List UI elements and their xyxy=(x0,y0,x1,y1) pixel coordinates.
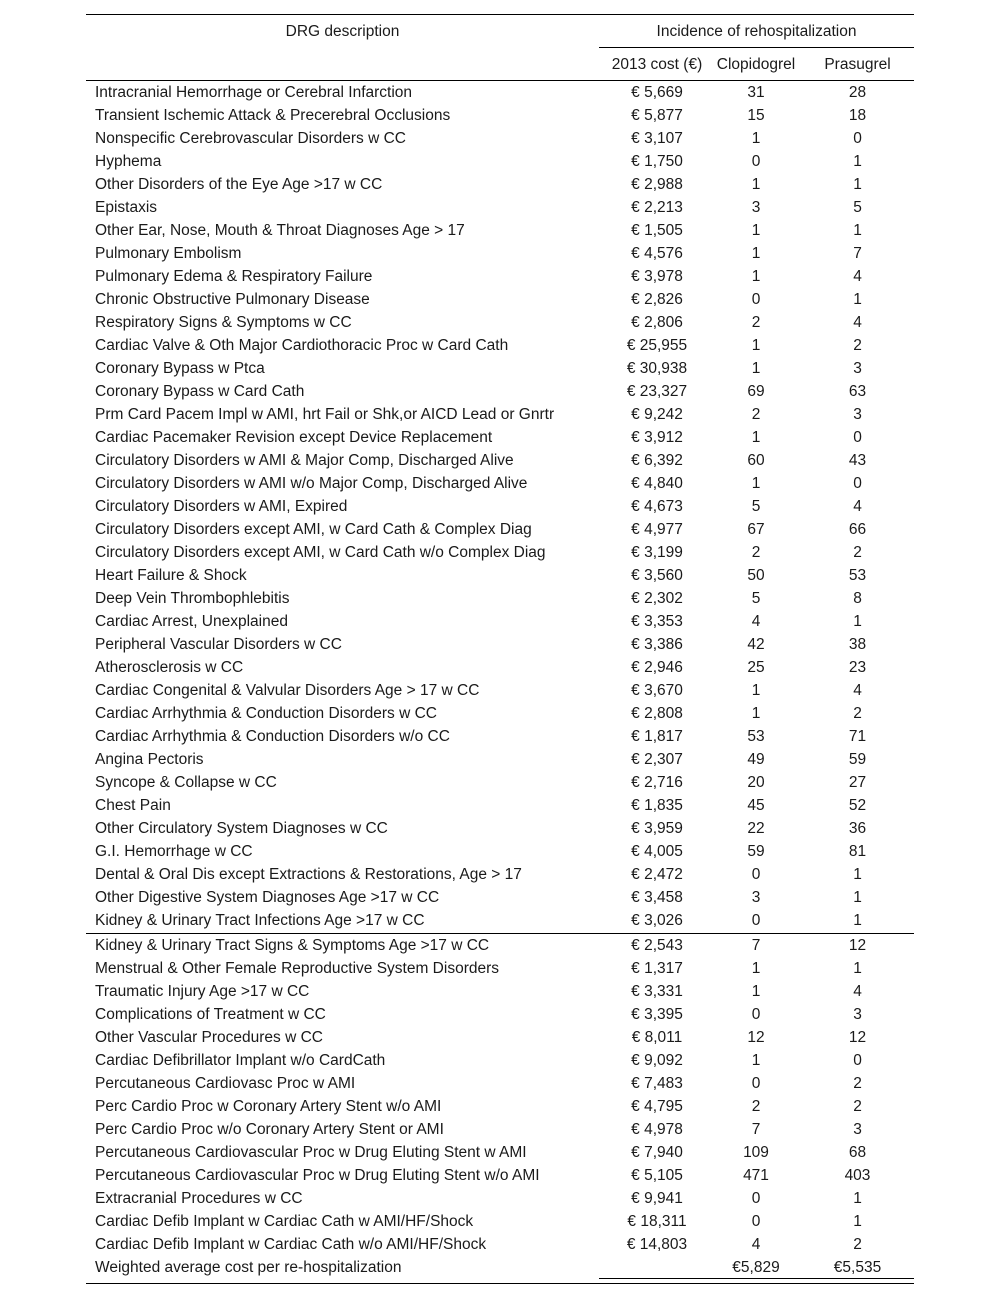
cost-cell: € 3,331 xyxy=(631,983,683,1000)
prasugrel-cell: 66 xyxy=(848,521,867,538)
prasugrel-cell: 1 xyxy=(853,889,862,906)
prasugrel-cell: 2 xyxy=(853,1236,862,1253)
drg-description-cell: Circulatory Disorders except AMI, w Card Cath & Complex Diag xyxy=(95,521,532,538)
table-row xyxy=(86,380,914,403)
prasugrel-cell: 38 xyxy=(848,636,867,653)
prasugrel-cell: 12 xyxy=(848,1029,867,1046)
table-row xyxy=(86,1141,914,1164)
table-row xyxy=(86,472,914,495)
clopidogrel-cell: 1 xyxy=(751,268,761,285)
table-row xyxy=(86,1072,914,1095)
prasugrel-cell: 2 xyxy=(853,544,862,561)
prasugrel-cell: 0 xyxy=(853,130,862,147)
prasugrel-cell: 4 xyxy=(853,682,862,699)
clopidogrel-cell: 53 xyxy=(747,728,765,745)
table-row xyxy=(86,909,914,932)
drg-description-cell: Percutaneous Cardiovascular Proc w Drug Eluting Stent w AMI xyxy=(95,1144,527,1161)
cost-cell: € 3,107 xyxy=(631,130,683,147)
cost-cell: € 1,505 xyxy=(631,222,683,239)
table-row xyxy=(86,679,914,702)
clopidogrel-cell: 45 xyxy=(747,797,765,814)
prasugrel-cell: 7 xyxy=(853,245,862,262)
drg-description-cell: Weighted average cost per re-hospitalization xyxy=(95,1259,402,1276)
table-row xyxy=(86,311,914,334)
page-break-rule xyxy=(86,933,914,934)
clopidogrel-cell: 12 xyxy=(747,1029,765,1046)
table-row xyxy=(86,242,914,265)
prasugrel-cell: 1 xyxy=(853,613,862,630)
table-row xyxy=(86,173,914,196)
cost-cell: € 3,458 xyxy=(631,889,683,906)
table-row xyxy=(86,840,914,863)
table-row xyxy=(86,150,914,173)
cost-cell: € 4,005 xyxy=(631,843,683,860)
prasugrel-cell: 3 xyxy=(853,1006,862,1023)
cost-cell: € 2,806 xyxy=(631,314,683,331)
drg-description-cell: Circulatory Disorders w AMI & Major Comp, Discharged Alive xyxy=(95,452,514,469)
clopidogrel-cell: 5 xyxy=(751,590,761,607)
drg-description-cell: Cardiac Pacemaker Revision except Device Replacement xyxy=(95,429,493,446)
drg-description-cell: Circulatory Disorders w AMI, Expired xyxy=(95,498,348,515)
drg-description-cell: Extracranial Procedures w CC xyxy=(95,1190,303,1207)
drg-description-cell: Epistaxis xyxy=(95,199,158,216)
clopidogrel-cell: 1 xyxy=(751,130,761,147)
table-row xyxy=(86,518,914,541)
table-row xyxy=(86,196,914,219)
prasugrel-cell: 12 xyxy=(848,937,867,954)
clopidogrel-cell: 1 xyxy=(751,360,761,377)
prasugrel-cell: 1 xyxy=(853,176,862,193)
clopidogrel-cell: 25 xyxy=(747,659,765,676)
prasugrel-cell: 8 xyxy=(853,590,862,607)
bottom-rule xyxy=(86,1283,914,1284)
cost-cell: € 5,669 xyxy=(631,84,683,101)
prasugrel-cell: 3 xyxy=(853,360,862,377)
cost-cell: € 2,826 xyxy=(631,291,683,308)
prasugrel-cell: 28 xyxy=(848,84,867,101)
drg-description-cell: G.I. Hemorrhage w CC xyxy=(95,843,253,860)
cost-cell: € 2,543 xyxy=(631,937,683,954)
prasugrel-cell: 0 xyxy=(853,1052,862,1069)
clopidogrel-cell: 0 xyxy=(751,291,761,308)
drg-description-cell: Cardiac Arrhythmia & Conduction Disorders w/o CC xyxy=(95,728,450,745)
drg-description-cell: Dental & Oral Dis except Extractions & Restorations, Age > 17 xyxy=(95,866,522,883)
cost-cell: € 3,978 xyxy=(631,268,683,285)
clopidogrel-cell: 0 xyxy=(751,1190,761,1207)
prasugrel-cell: 1 xyxy=(853,222,862,239)
cost-cell: € 9,941 xyxy=(631,1190,683,1207)
cost-cell: € 7,940 xyxy=(631,1144,683,1161)
drg-description-cell: Cardiac Arrhythmia & Conduction Disorders w CC xyxy=(95,705,437,722)
clopidogrel-cell: 60 xyxy=(747,452,765,469)
cost-cell: € 2,808 xyxy=(631,705,683,722)
clopidogrel-cell: 3 xyxy=(751,889,761,906)
clopidogrel-cell: 0 xyxy=(751,1006,761,1023)
clopidogrel-cell: 5 xyxy=(751,498,761,515)
table-row xyxy=(86,1210,914,1233)
clopidogrel-cell: 3 xyxy=(751,199,761,216)
clopidogrel-cell: 1 xyxy=(751,475,761,492)
clopidogrel-cell: 2 xyxy=(751,406,761,423)
clopidogrel-cell: 7 xyxy=(751,1121,761,1138)
drg-description-cell: Kidney & Urinary Tract Infections Age >17 w CC xyxy=(95,912,425,929)
drg-description-cell: Atherosclerosis w CC xyxy=(95,659,244,676)
clopidogrel-cell: €5,829 xyxy=(732,1259,780,1276)
prasugrel-cell: 27 xyxy=(848,774,867,791)
table-row xyxy=(86,957,914,980)
prasugrel-cell: 4 xyxy=(853,983,862,1000)
table-row xyxy=(86,288,914,311)
clopidogrel-cell: 2 xyxy=(751,314,761,331)
cost-cell: € 3,912 xyxy=(631,429,683,446)
clopidogrel-cell: 7 xyxy=(751,937,761,954)
clopidogrel-cell: 22 xyxy=(747,820,765,837)
cost-cell: € 2,472 xyxy=(631,866,683,883)
prasugrel-cell: 1 xyxy=(853,1213,862,1230)
clopidogrel-cell: 20 xyxy=(747,774,765,791)
drg-description-cell: Chronic Obstructive Pulmonary Disease xyxy=(95,291,370,308)
cost-cell: € 3,386 xyxy=(631,636,683,653)
cost-cell: € 7,483 xyxy=(631,1075,683,1092)
drg-description-cell: Chest Pain xyxy=(95,797,171,814)
drg-description-cell: Syncope & Collapse w CC xyxy=(95,774,277,791)
clopidogrel-cell: 31 xyxy=(747,84,765,101)
prasugrel-cell: 53 xyxy=(848,567,867,584)
cost-cell: € 1,317 xyxy=(631,960,683,977)
clopidogrel-cell: 1 xyxy=(751,960,761,977)
table-row xyxy=(86,610,914,633)
table-row xyxy=(86,495,914,518)
drg-description-cell: Percutaneous Cardiovascular Proc w Drug Eluting Stent w/o AMI xyxy=(95,1167,540,1184)
clopidogrel-cell: 1 xyxy=(751,176,761,193)
cost-cell: € 3,395 xyxy=(631,1006,683,1023)
cost-cell: € 3,670 xyxy=(631,682,683,699)
drg-description-cell: Percutaneous Cardiovasc Proc w AMI xyxy=(95,1075,356,1092)
table-row xyxy=(86,587,914,610)
drg-description-cell: Cardiac Defibrillator Implant w/o CardCath xyxy=(95,1052,386,1069)
clopidogrel-cell: 109 xyxy=(743,1144,769,1161)
drg-description-cell: Perc Cardio Proc w Coronary Artery Stent w/o AMI xyxy=(95,1098,442,1115)
clopidogrel-cell: 1 xyxy=(751,337,761,354)
clopidogrel-cell: 471 xyxy=(743,1167,769,1184)
cost-cell: € 3,026 xyxy=(631,912,683,929)
prasugrel-cell: 1 xyxy=(853,153,862,170)
cost-cell: € 2,716 xyxy=(631,774,683,791)
cost-cell: € 2,946 xyxy=(631,659,683,676)
drg-description-cell: Peripheral Vascular Disorders w CC xyxy=(95,636,342,653)
drg-description-cell: Other Disorders of the Eye Age >17 w CC xyxy=(95,176,383,193)
clopidogrel-cell: 1 xyxy=(751,682,761,699)
cost-cell: € 3,959 xyxy=(631,820,683,837)
cost-cell: € 4,576 xyxy=(631,245,683,262)
drg-description-cell: Kidney & Urinary Tract Signs & Symptoms Age >17 w CC xyxy=(95,937,490,954)
clopidogrel-cell: 1 xyxy=(751,222,761,239)
prasugrel-cell: 1 xyxy=(853,1190,862,1207)
clopidogrel-cell: 1 xyxy=(751,705,761,722)
table-row xyxy=(86,81,914,104)
prasugrel-cell: 68 xyxy=(848,1144,867,1161)
summary-row xyxy=(86,1256,914,1279)
cost-cell: € 5,105 xyxy=(631,1167,683,1184)
prasugrel-cell: 81 xyxy=(848,843,867,860)
clopidogrel-cell: 15 xyxy=(747,107,765,124)
table-row xyxy=(86,817,914,840)
clopidogrel-cell: 0 xyxy=(751,153,761,170)
cost-cell: € 6,392 xyxy=(631,452,683,469)
drg-description-cell: Circulatory Disorders w AMI w/o Major Comp, Discharged Alive xyxy=(95,475,528,492)
drg-description-cell: Nonspecific Cerebrovascular Disorders w CC xyxy=(95,130,406,147)
prasugrel-cell: 4 xyxy=(853,498,862,515)
prasugrel-cell: 0 xyxy=(853,475,862,492)
clopidogrel-cell: 2 xyxy=(751,1098,761,1115)
cost-cell: € 2,302 xyxy=(631,590,683,607)
table-row xyxy=(86,633,914,656)
summary-rule xyxy=(599,1278,914,1279)
cost-cell: € 4,978 xyxy=(631,1121,683,1138)
drg-description-cell: Respiratory Signs & Symptoms w CC xyxy=(95,314,352,331)
drg-description-cell: Coronary Bypass w Ptca xyxy=(95,360,265,377)
prasugrel-cell: 2 xyxy=(853,705,862,722)
cost-cell: € 23,327 xyxy=(626,383,688,400)
table-row xyxy=(86,541,914,564)
drg-description-cell: Pulmonary Embolism xyxy=(95,245,242,262)
drg-description-cell: Prm Card Pacem Impl w AMI, hrt Fail or Shk,or AICD Lead or Gnrtr xyxy=(95,406,555,423)
drg-description-cell: Hyphema xyxy=(95,153,162,170)
drg-description-cell: Intracranial Hemorrhage or Cerebral Infarction xyxy=(95,84,413,101)
clopidogrel-cell: 49 xyxy=(747,751,765,768)
drg-description-cell: Other Circulatory System Diagnoses w CC xyxy=(95,820,388,837)
prasugrel-cell: 23 xyxy=(848,659,867,676)
clopidogrel-cell: 2 xyxy=(751,544,761,561)
cost-cell: € 4,795 xyxy=(631,1098,683,1115)
clopidogrel-cell: 1 xyxy=(751,245,761,262)
table-row xyxy=(86,357,914,380)
table-row xyxy=(86,886,914,909)
drg-description-cell: Other Digestive System Diagnoses Age >17 w CC xyxy=(95,889,440,906)
header-drg-description: DRG description xyxy=(285,23,400,40)
prasugrel-cell: 2 xyxy=(853,1098,862,1115)
clopidogrel-cell: 1 xyxy=(751,983,761,1000)
prasugrel-cell: 4 xyxy=(853,314,862,331)
table-row xyxy=(86,934,914,957)
prasugrel-cell: 1 xyxy=(853,866,862,883)
drg-description-cell: Transient Ischemic Attack & Precerebral Occlusions xyxy=(95,107,451,124)
prasugrel-cell: 52 xyxy=(848,797,867,814)
clopidogrel-cell: 42 xyxy=(747,636,765,653)
table-row xyxy=(86,127,914,150)
drg-description-cell: Cardiac Defib Implant w Cardiac Cath w/o AMI/HF/Shock xyxy=(95,1236,487,1253)
drg-description-cell: Cardiac Defib Implant w Cardiac Cath w AMI/HF/Shock xyxy=(95,1213,474,1230)
clopidogrel-cell: 0 xyxy=(751,866,761,883)
cost-cell: € 2,213 xyxy=(631,199,683,216)
cost-cell: € 3,353 xyxy=(631,613,683,630)
table-row xyxy=(86,1026,914,1049)
clopidogrel-cell: 0 xyxy=(751,1075,761,1092)
cost-cell: € 1,817 xyxy=(631,728,683,745)
table-row xyxy=(86,794,914,817)
drg-description-cell: Traumatic Injury Age >17 w CC xyxy=(95,983,310,1000)
header-prasugrel: Prasugrel xyxy=(824,56,891,73)
table-row xyxy=(86,334,914,357)
prasugrel-cell: 71 xyxy=(848,728,867,745)
clopidogrel-cell: 0 xyxy=(751,912,761,929)
drg-description-cell: Angina Pectoris xyxy=(95,751,204,768)
table-row xyxy=(86,980,914,1003)
table-row xyxy=(86,656,914,679)
prasugrel-cell: 1 xyxy=(853,912,862,929)
prasugrel-cell: 1 xyxy=(853,291,862,308)
clopidogrel-cell: 69 xyxy=(747,383,765,400)
prasugrel-cell: €5,535 xyxy=(833,1259,882,1276)
cost-cell: € 1,835 xyxy=(631,797,683,814)
table-row xyxy=(86,219,914,242)
header-clopidogrel: Clopidogrel xyxy=(716,56,796,73)
table-row xyxy=(86,1095,914,1118)
header-group-incidence: Incidence of rehospitalization xyxy=(656,23,857,40)
table-row xyxy=(86,449,914,472)
table-row xyxy=(86,104,914,127)
drg-description-cell: Cardiac Arrest, Unexplained xyxy=(95,613,288,630)
table-row xyxy=(86,748,914,771)
prasugrel-cell: 4 xyxy=(853,268,862,285)
clopidogrel-cell: 67 xyxy=(747,521,765,538)
cost-cell: € 14,803 xyxy=(626,1236,688,1253)
prasugrel-cell: 3 xyxy=(853,1121,862,1138)
clopidogrel-cell: 4 xyxy=(751,613,761,630)
table-row xyxy=(86,1233,914,1256)
cost-cell: € 3,199 xyxy=(631,544,683,561)
clopidogrel-cell: 59 xyxy=(747,843,765,860)
cost-cell: € 5,877 xyxy=(631,107,683,124)
group-rule xyxy=(599,47,914,48)
table-row xyxy=(86,1118,914,1141)
prasugrel-cell: 2 xyxy=(853,337,862,354)
table-row xyxy=(86,426,914,449)
drg-description-cell: Perc Cardio Proc w/o Coronary Artery Stent or AMI xyxy=(95,1121,444,1138)
prasugrel-cell: 63 xyxy=(848,383,867,400)
drg-description-cell: Complications of Treatment w CC xyxy=(95,1006,326,1023)
table-row xyxy=(86,1003,914,1026)
prasugrel-cell: 5 xyxy=(853,199,862,216)
cost-cell: € 3,560 xyxy=(631,567,683,584)
cost-cell: € 18,311 xyxy=(627,1213,687,1230)
prasugrel-cell: 0 xyxy=(853,429,862,446)
clopidogrel-cell: 1 xyxy=(751,429,761,446)
header-cost: 2013 cost (€) xyxy=(611,56,703,73)
clopidogrel-cell: 50 xyxy=(747,567,765,584)
cost-cell: € 2,988 xyxy=(631,176,683,193)
cost-cell: € 1,750 xyxy=(631,153,683,170)
drg-description-cell: Pulmonary Edema & Respiratory Failure xyxy=(95,268,373,285)
drg-description-cell: Heart Failure & Shock xyxy=(95,567,247,584)
prasugrel-cell: 3 xyxy=(853,406,862,423)
drg-description-cell: Circulatory Disorders except AMI, w Card Cath w/o Complex Diag xyxy=(95,544,546,561)
prasugrel-cell: 403 xyxy=(844,1167,871,1184)
prasugrel-cell: 36 xyxy=(848,820,867,837)
table-row xyxy=(86,725,914,748)
drg-description-cell: Other Vascular Procedures w CC xyxy=(95,1029,323,1046)
table-row xyxy=(86,564,914,587)
clopidogrel-cell: 4 xyxy=(751,1236,761,1253)
table-row xyxy=(86,403,914,426)
prasugrel-cell: 59 xyxy=(848,751,867,768)
top-rule xyxy=(86,14,914,15)
drg-description-cell: Other Ear, Nose, Mouth & Throat Diagnoses Age > 17 xyxy=(95,222,465,239)
drg-description-cell: Cardiac Valve & Oth Major Cardiothoracic Proc w Card Cath xyxy=(95,337,509,354)
table-row xyxy=(86,771,914,794)
cost-cell: € 25,955 xyxy=(626,337,688,354)
cost-cell: € 4,673 xyxy=(631,498,683,515)
drg-description-cell: Deep Vein Thrombophlebitis xyxy=(95,590,290,607)
drg-description-cell: Coronary Bypass w Card Cath xyxy=(95,383,305,400)
prasugrel-cell: 43 xyxy=(848,452,867,469)
cost-cell: € 4,977 xyxy=(631,521,683,538)
cost-cell: € 2,307 xyxy=(631,751,683,768)
table-row xyxy=(86,1187,914,1210)
clopidogrel-cell: 1 xyxy=(751,1052,761,1069)
table-row xyxy=(86,1049,914,1072)
drg-description-cell: Menstrual & Other Female Reproductive System Disorders xyxy=(95,960,500,977)
prasugrel-cell: 18 xyxy=(848,107,867,124)
clopidogrel-cell: 0 xyxy=(751,1213,761,1230)
prasugrel-cell: 2 xyxy=(853,1075,862,1092)
table-row xyxy=(86,702,914,725)
cost-cell: € 9,092 xyxy=(631,1052,683,1069)
drg-description-cell: Cardiac Congenital & Valvular Disorders Age > 17 w CC xyxy=(95,682,480,699)
table-row xyxy=(86,1164,914,1187)
table-row xyxy=(86,265,914,288)
cost-cell: € 4,840 xyxy=(631,475,683,492)
cost-cell: € 9,242 xyxy=(631,406,683,423)
table-row xyxy=(86,863,914,886)
cost-cell: € 8,011 xyxy=(631,1029,683,1046)
cost-cell: € 30,938 xyxy=(626,360,688,377)
prasugrel-cell: 1 xyxy=(853,960,862,977)
